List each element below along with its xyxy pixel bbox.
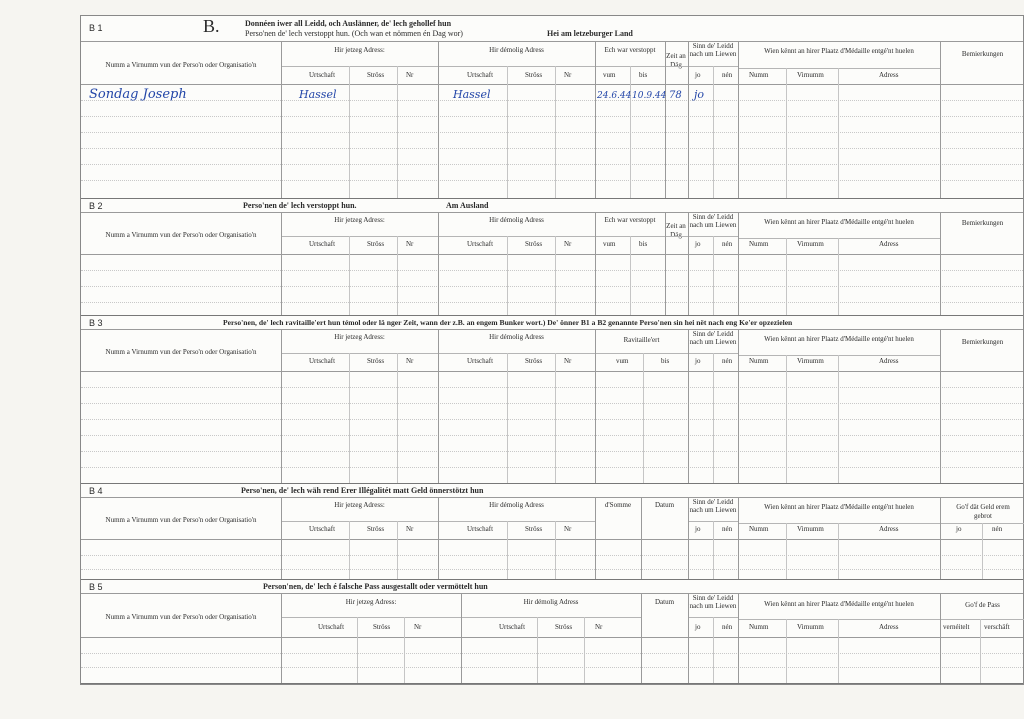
section-b2 [81,198,1023,315]
col-sum: d'Somme [604,501,632,509]
col-supplied: Ravitaille'ert [623,336,660,344]
col-alive: Sinn de' Leidd nach um Liewen [689,594,737,610]
sub-street: Ströss [367,357,385,365]
col-medal: Wien kënnt an hirer Plaatz d'Médaille entgé'nt huelen [764,335,914,343]
sub-no: nén [722,623,733,631]
col-pass: Go'f de Pass [965,601,1000,609]
sub-destroyed: vernéitelt [943,623,970,631]
sub-from: vum [603,240,616,248]
sub-nr: Nr [406,71,414,79]
sub-no: nén [722,357,733,365]
sub-address: Adress [879,71,899,79]
col-name: Numm a Virnumm vun der Perso'n oder Organisatio'n [105,613,257,621]
sub-yes: jo [956,525,962,533]
sub-nr: Nr [406,240,414,248]
sub-place: Urtschaft [467,240,494,248]
sub-surname: Numm [749,71,769,79]
col-name: Numm a Virnumm vun der Perso'n oder Organisatio'n [105,348,257,356]
sub-no: nén [722,525,733,533]
sub-address: Adress [879,525,899,533]
sub-surname: Numm [749,357,769,365]
entry-days: 78 [669,90,682,101]
sub-place: Urtschaft [309,71,336,79]
col-address-then: Hir démolig Adress [489,216,544,224]
col-returned: Go'f dät Geld erem gebrot [956,503,1010,520]
sub-firstname: Virnumm [797,357,824,365]
entry-from: 24.6.44 [597,91,632,101]
col-alive: Sinn de' Leidd nach um Liewen [689,42,737,58]
section-b5 [81,579,1023,686]
sub-nr: Nr [406,525,414,533]
col-name: Numm a Virnumm vun der Perso'n oder Organisatio'n [105,61,257,69]
col-address-now: Hir jetzeg Adress: [334,46,385,54]
col-date: Datum [654,501,675,509]
col-address-then: Hir démolig Adress [489,501,544,509]
sub-yes: jo [695,525,701,533]
sub-firstname: Virnumm [797,525,824,533]
sub-nr: Nr [414,623,422,631]
sub-place: Urtschaft [318,623,345,631]
sub-nr: Nr [564,357,572,365]
sub-place: Urtschaft [309,357,336,365]
sub-yes: jo [695,71,701,79]
sub-nr: Nr [564,71,572,79]
sub-nr: Nr [595,623,603,631]
col-address-now: Hir jetzeg Adress: [345,598,397,606]
entry-now-place: Hassel [299,88,337,101]
sub-yes: jo [695,357,701,365]
sub-street: Ströss [555,623,573,631]
section-title: Perso'nen, de' lech wäh rend Erer Illégalitét matt Geld önnerstötzt hun [241,486,484,495]
sub-place: Urtschaft [467,71,494,79]
col-medal: Wien kënnt an hirer Plaatz d'Médaille entgé'nt huelen [764,218,914,226]
sub-lost: verschäft [984,623,1010,631]
sub-from: vum [603,71,616,79]
sub-street: Ströss [367,240,385,248]
sub-address: Adress [879,623,899,631]
section-title: Perso'nen de' lech verstoppt hun. [243,201,357,210]
sub-to: bis [639,240,648,248]
sub-address: Adress [879,357,899,365]
section-title: Perso'nen, de' lech ravitaille'ert hun témol oder lä nger Zeit, wann der z.B. an engem Bunker wort.) De' önner B1 a B2 genannte Perso'nen sin hei nët nach eng Ke'er opzezielen [223,318,793,327]
sub-street: Ströss [373,623,391,631]
sub-yes: jo [695,623,701,631]
section-b1 [81,16,1023,198]
sub-no: nén [992,525,1003,533]
col-hidden: Ech war verstoppt [604,216,656,224]
sub-place: Urtschaft [499,623,526,631]
sub-surname: Numm [749,525,769,533]
sub-place: Urtschaft [309,525,336,533]
col-address-now: Hir jetzeg Adress: [334,501,385,509]
col-time: Zeit an Däg [666,222,686,239]
section-title-suffix: Am Ausland [446,201,489,210]
section-big-letter: B. [203,16,220,36]
col-name: Numm a Virnumm vun der Perso'n oder Organisatio'n [105,231,257,239]
sub-street: Ströss [367,525,385,533]
sub-firstname: Virnumm [797,71,824,79]
sub-surname: Numm [749,240,769,248]
sub-firstname: Virnumm [797,240,824,248]
col-address-then: Hir démolig Adress [489,333,544,341]
col-alive: Sinn de' Leidd nach um Liewen [689,213,737,229]
sub-street: Ströss [525,525,543,533]
col-alive: Sinn de' Leidd nach um Liewen [689,330,737,346]
col-hidden: Ech war verstoppt [604,46,656,54]
col-address-then: Hir démolig Adress [523,598,579,606]
section-code: B 1 [89,23,103,33]
col-remarks: Bemierkungen [961,219,1004,227]
questionnaire-form [80,15,1024,685]
section-b3 [81,315,1023,483]
col-medal: Wien kënnt an hirer Plaatz d'Médaille entgé'nt huelen [764,600,914,608]
sub-street: Ströss [525,71,543,79]
sub-place: Urtschaft [467,357,494,365]
col-alive: Sinn de' Leidd nach um Liewen [689,498,737,514]
sub-no: nén [722,240,733,248]
sub-nr: Nr [406,357,414,365]
entry-name: Sondag Joseph [89,87,187,102]
section-code: B 2 [89,201,103,211]
sub-yes: jo [695,240,701,248]
section-code: B 4 [89,486,103,496]
sub-nr: Nr [564,525,572,533]
col-name: Numm a Virnumm vun der Perso'n oder Organisatio'n [105,516,257,524]
section-b4 [81,483,1023,579]
sub-place: Urtschaft [309,240,336,248]
section-code: B 5 [89,582,103,592]
sub-street: Ströss [525,240,543,248]
section-code: B 3 [89,318,103,328]
sub-to: bis [661,357,670,365]
col-address-now: Hir jetzeg Adress: [334,216,385,224]
sub-street: Ströss [525,357,543,365]
sub-no: nén [722,71,733,79]
entry-to: 10.9.44 [632,91,667,101]
col-medal: Wien kënnt an hirer Plaatz d'Médaille entgé'nt huelen [764,503,914,511]
sub-address: Adress [879,240,899,248]
col-date: Datum [654,598,675,606]
col-remarks: Bemierkungen [961,50,1004,58]
section-title: Donnéen iwer all Leidd, och Auslänner, de' lech gehollef hun [245,19,452,28]
col-time: Zeit an Däg [666,52,686,69]
sub-from: vum [616,357,629,365]
col-address-then: Hir démolig Adress [489,46,544,54]
entry-then-place: Hassel [453,88,491,101]
col-remarks: Bemierkungen [961,338,1004,346]
section-title: Person'nen, de' lech é falsche Pass ausgestallt oder vermöttelt hun [263,582,488,591]
col-medal: Wien kënnt an hirer Plaatz d'Médaille entgé'nt huelen [764,47,914,55]
sub-street: Ströss [367,71,385,79]
col-address-now: Hir jetzeg Adress: [334,333,385,341]
sub-place: Urtschaft [467,525,494,533]
sub-surname: Numm [749,623,769,631]
entry-alive-yes: jo [694,88,705,101]
section-title-suffix: Hei am letzeburger Land [547,29,633,38]
section-title-line2: Perso'nen de' lech verstoppt hun. (Och wan et nömmen én Dag wor) [245,29,463,38]
sub-firstname: Virnumm [797,623,824,631]
sub-to: bis [639,71,648,79]
sub-nr: Nr [564,240,572,248]
